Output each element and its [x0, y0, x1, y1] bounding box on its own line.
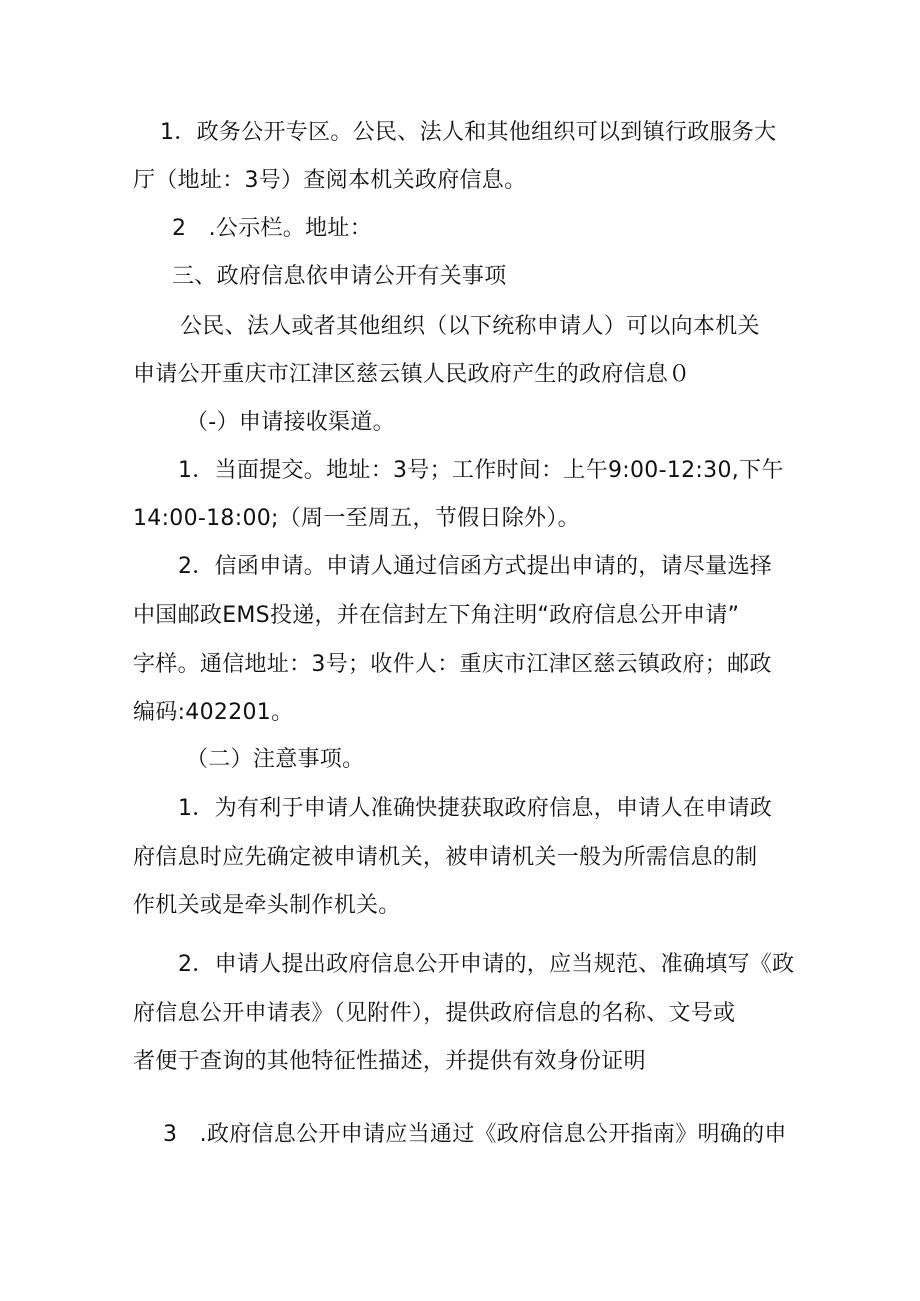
- text-line: 中国邮政EMS投递，并在信封左下角注明“政府信息公开申请”: [133, 603, 740, 628]
- text-line: 厅（地址：3号）查阅本机关政府信息。: [133, 168, 527, 193]
- subsection-heading: （二）注意事项。: [186, 747, 365, 772]
- text-line: 2．信函申请。申请人通过信函方式提出申请的，请尽量选择: [178, 554, 773, 579]
- text-line: 1．为有利于申请人准确快捷获取政府信息，申请人在申请政: [178, 796, 773, 821]
- text-line: 府信息公开申请表》（见附件），提供政府信息的名称、文号或: [133, 1001, 736, 1026]
- text-line: 字样。通信地址：3号；收件人：重庆市江津区慈云镇政府；邮政: [133, 652, 772, 677]
- text-line: 3 .政府信息公开申请应当通过《政府信息公开指南》明确的申: [163, 1122, 787, 1147]
- text-line: 作机关或是牵头制作机关。: [133, 893, 401, 918]
- text-line: 14:00-18:00;（周一至周五，节假日除外）。: [133, 506, 580, 531]
- text-line: 编码:402201。: [133, 700, 294, 725]
- section-heading: 三、政府信息依申请公开有关事项: [172, 264, 507, 289]
- text-line: 1．政务公开专区。公民、法人和其他组织可以到镇行政服务大: [160, 120, 777, 145]
- text-line: 申请公开重庆市江津区慈云镇人民政府产生的政府信息０: [133, 362, 691, 387]
- text-line: 公民、法人或者其他组织（以下统称申请人）可以向本机关: [180, 314, 760, 339]
- subsection-heading: （-）申请接收渠道。: [186, 410, 395, 435]
- text-line: 府信息时应先确定被申请机关，被申请机关一般为所需信息的制: [133, 845, 758, 870]
- text-line: 2．申请人提出政府信息公开申请的，应当规范、准确填写《政: [178, 952, 795, 977]
- text-line: 1．当面提交。地址：3号；工作时间：上午9:00-12:30,下午: [178, 458, 784, 483]
- text-line: 者便于查询的其他特征性描述，并提供有效身份证明: [133, 1049, 646, 1074]
- text-line: 2 .公示栏。地址：: [172, 216, 372, 241]
